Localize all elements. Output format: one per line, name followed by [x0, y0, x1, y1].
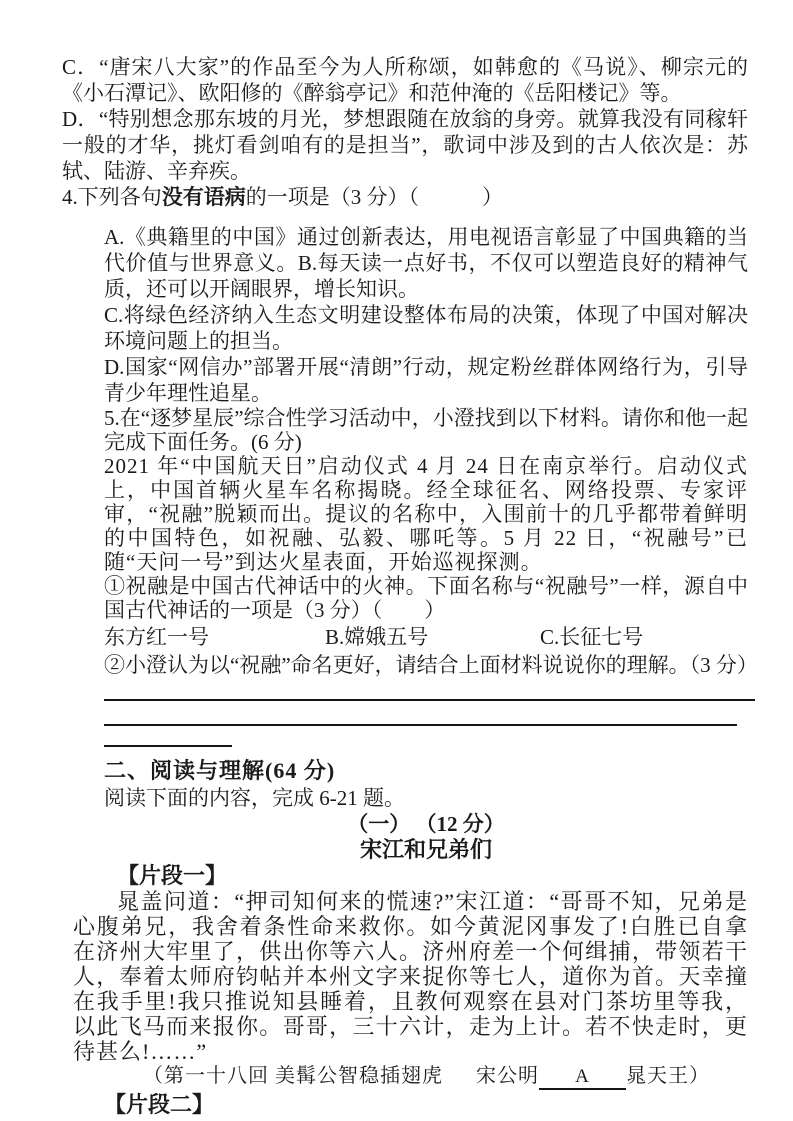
q3-option-c: C．“唐宋八大家”的作品至今为人所称颂，如韩愈的《马说》、柳宗元的《小石潭记》、欧阳修的《醉翁亭记》和范仲淹的《岳阳楼记》等。 [62, 55, 748, 105]
source-blank-a [539, 1066, 626, 1090]
source-blank-label: A [575, 1066, 590, 1087]
reading-title: 宋江和兄弟们 [359, 837, 492, 862]
answer-blank-line-2 [104, 724, 737, 726]
q4-stem-suffix: 的一项是（3 分）（ ） [245, 185, 503, 209]
answer-blank-line-3 [104, 745, 232, 747]
fragment-1-label: 【片段一】 [117, 863, 228, 888]
q5-sub-question-2: ②小澄认为以“祝融”命名更好，请结合上面材料说说你的理解。（3 分） [104, 653, 758, 677]
q5-stem: 5.在“逐梦星辰”综合性学习活动中，小澄找到以下材料。请你和他一起完成下面任务。(6 分) [104, 406, 748, 454]
source-chapter-left: （第一十八回 美髯公智稳插翅虎 [143, 1065, 443, 1087]
source-name: 宋公明 [476, 1065, 539, 1087]
fragment-1-source-line [143, 1064, 748, 1090]
q5-choice-c: C.长征七号 [540, 625, 644, 649]
section-2-instruction: 阅读下面的内容，完成 6-21 题。 [104, 786, 405, 810]
q4-option-d: D.国家“网信办”部署开展“清朗”行动，规定粉丝群体网络行为，引导青少年理性追星。 [104, 355, 748, 405]
q4-stem [62, 184, 748, 210]
q4-stem-prefix: 4.下列各句 [62, 185, 162, 209]
section-2-heading: 二、阅读与理解(64 分) [104, 758, 336, 783]
fragment-2-label: 【片段二】 [104, 1092, 215, 1117]
part-1-label: （一） （12 分） [347, 812, 505, 836]
q3-option-d: D．“特别想念那东坡的月光，梦想跟随在放翁的身旁。就算我没有同稼轩一般的才华，挑灯看剑咱有的是担当”，歌词中涉及到的古人依次是：苏轼、陆游、辛弃疾。 [62, 107, 748, 183]
source-chapter-right: 晁天王） [626, 1065, 710, 1087]
answer-blank-line-1 [104, 699, 755, 701]
fragment-1-text: 晁盖问道：“押司知何来的慌速?”宋江道：“哥哥不知，兄弟是心腹弟兄，我舍着条性命来救你。如今黄泥冈事发了!白胜已自拿在济州大牢里了，供出你等六人。济州府差一个何缉捕，带领若干人，奉着太师府钧帖并本州文字来捉你等七人，道你为首。天幸撞在我手里!我只推说知县睡着，且教何观察在县对门茶坊里等我，以此飞马而来报你。哥哥，三十六计，走为上计。若不快走时，更待甚么!……” [73, 889, 748, 1064]
q5-choice-a: 东方红一号 [104, 625, 209, 649]
q5-sub-question-1: ①祝融是中国古代神话中的火神。下面名称与“祝融号”一样，源自中国古代神话的一项是（3 分）（ ） [104, 574, 748, 622]
q4-option-c: C.将绿色经济纳入生态文明建设整体布局的决策，体现了中国对解决环境问题上的担当。 [104, 303, 748, 353]
q5-choice-b: B.嫦娥五号 [325, 625, 429, 649]
q4-stem-bold: 没有语病 [161, 185, 246, 209]
q5-material: 2021 年“中国航天日”启动仪式 4 月 24 日在南京举行。启动仪式上，中国首辆火星车名称揭晓。经全球征名、网络投票、专家评审，“祝融”脱颖而出。提议的名称中，入围前十的几乎都带着鲜明的中国特色，如祝融、弘毅、哪吒等。5 月 22 日，“祝融号”已随“天问一号”到达火星表面，开始巡视探测。 [104, 454, 748, 574]
q4-option-a-b: A.《典籍里的中国》通过创新表达，用电视语言彰显了中国典籍的当代价值与世界意义。B.每天读一点好书，不仅可以塑造良好的精神气质，还可以开阔眼界，增长知识。 [104, 225, 748, 301]
q5-choices-row [104, 625, 748, 650]
